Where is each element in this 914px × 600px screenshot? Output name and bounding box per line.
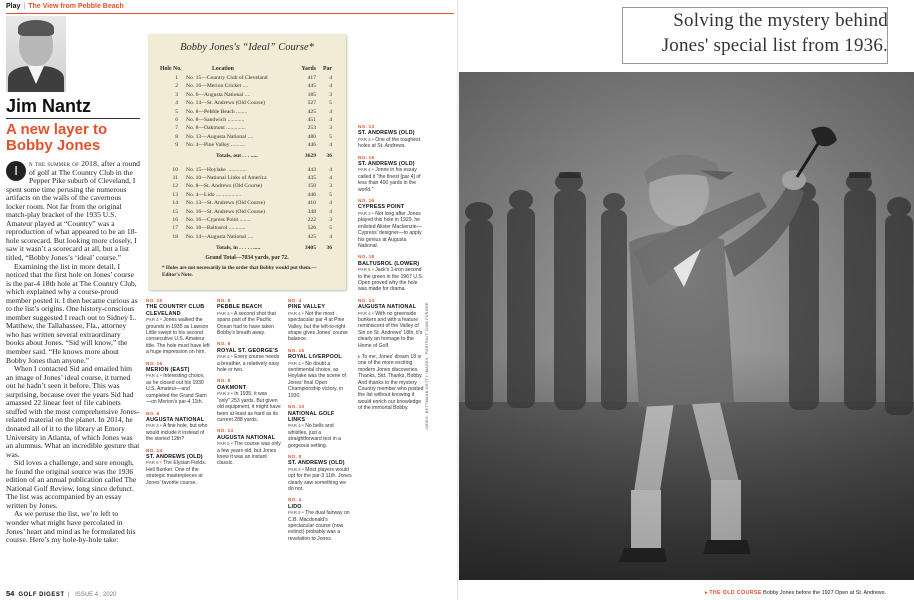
- note-hole-number: NO. 4: [288, 298, 302, 303]
- photo-caption: ▸ THE OLD COURSE Bobby Jones before the 1927 Open at St. Andrews.: [705, 590, 887, 596]
- row-hole: 6: [175, 117, 178, 123]
- note-body: PAR 5 • The dual fairway on C.B. Macdonald's spectacular course (now extinct) probably was a revelation to Jones.: [288, 510, 350, 542]
- hole-note: [358, 254, 424, 292]
- note-course-name: ST. ANDREWS (OLD): [358, 130, 415, 137]
- note-text: Most players would opt for the par-3 11th. Jones clearly saw something we do not.: [288, 466, 352, 492]
- author-rule: [6, 118, 140, 119]
- row-yards: 425: [307, 108, 316, 115]
- note-course-name: NATIONAL GOLF LINKS: [288, 410, 335, 423]
- row-par: 3: [329, 125, 332, 132]
- row-par: 4: [329, 200, 332, 207]
- row-par: 3: [329, 217, 332, 223]
- card-row: [160, 166, 338, 174]
- notes-column-2: [217, 298, 281, 472]
- note-body: PAR 4 • Interesting choice, as he closed out his 1930 U.S. Amateur—and completed the Grand Slam—on Merion's par-4 11th.: [146, 373, 207, 406]
- row-location: No. 15—Country Club of Cleveland: [186, 75, 268, 81]
- page-number: 54: [6, 589, 15, 598]
- row-hole: 4: [175, 100, 178, 107]
- note-par: PAR 4: [358, 136, 371, 142]
- note-body: PAR 3 • Not long after Jones played this hole in 1929, he enlisted Alister Mackenzie—Cypress' designer—to apply his genius at Augusta National.: [358, 210, 422, 249]
- note-par: PAR 4: [217, 310, 230, 316]
- row-par: 5: [329, 225, 332, 232]
- row-par: 4: [329, 142, 332, 149]
- row-yards: 348: [307, 208, 316, 215]
- note-body: PAR 4 • A second shot that spans part of the Pacific Ocean had to have taken Bobby's breath away.: [217, 310, 276, 337]
- row-par: 4: [329, 83, 332, 90]
- note-text: The course was only a few years old, but Jones knew it was an instant classic.: [217, 441, 281, 467]
- note-course-name: CYPRESS POINT: [358, 204, 405, 211]
- hole-note: [146, 448, 210, 486]
- row-location: No. 8—Oakmont ..............: [186, 125, 246, 132]
- note-text: The dual fairway on C.B. Macdonald's spectacular course (now extinct) probably was a revelation to Jones.: [288, 510, 350, 542]
- note-hole-number: NO. 14: [358, 297, 375, 303]
- hole-note: [358, 124, 424, 150]
- grand-total: Grand Total—7034 yards, par 72.: [205, 255, 289, 261]
- article-body: [6, 160, 140, 580]
- header-location: Location: [212, 66, 234, 72]
- note-text: Jack's 1-iron second to the green in the 1967 U.S. Open proved why the hole was made for drama.: [358, 267, 424, 293]
- photo-credit: JONES: BETTMANN/GETTY IMAGES; PORTRAIT: DOM FURORE: [425, 302, 429, 430]
- note-hole-number: NO. 8: [217, 378, 231, 384]
- row-yards: 446: [307, 191, 316, 198]
- notes-column-1: [146, 298, 210, 491]
- notes-column-4: [358, 124, 424, 412]
- row-location: No. 4—Lido ..................: [186, 191, 242, 198]
- note-hole-number: NO. 18: [358, 254, 375, 260]
- note-body: PAR 4 • No doubt a sentimental choice, as Hoylake was the scene of Jones' final Open Championship victory, in 1930.: [288, 360, 347, 399]
- back-total-yards: 3405: [304, 245, 316, 252]
- note-par: PAR 4: [358, 310, 371, 316]
- note-par: PAR 4: [146, 373, 159, 379]
- note-par: PAR 3: [288, 466, 301, 472]
- note-hole-number: NO. 6: [146, 410, 160, 416]
- card-title: Bobby Jones's “Ideal” Course*: [180, 42, 314, 53]
- hole-note: [358, 155, 424, 193]
- row-hole: 14: [172, 200, 178, 207]
- note-course-name: PINE VALLEY: [288, 304, 326, 311]
- row-yards: 222: [307, 217, 316, 223]
- row-hole: 18: [172, 233, 178, 240]
- note-hole-number: NO. 13: [217, 428, 234, 434]
- note-hole-number: NO. 13: [358, 124, 375, 129]
- row-location: No. 14—Augusta National ....: [186, 233, 254, 240]
- row-yards: 446: [307, 142, 316, 149]
- note-course-name: AUGUSTA NATIONAL: [146, 416, 205, 423]
- note-course-name: BALTUSROL (LOWER): [358, 260, 420, 267]
- note-text: A second shot that spans part of the Pacific Ocean had to have taken Bobby's breath away.: [217, 310, 276, 337]
- note-text: With no greenside bunkers and with a feature reminiscent of the Valley of Sin on St. Andrews' 18th, it's clearly an homage to the Home of Golf.: [358, 310, 423, 349]
- hole-note: [217, 378, 281, 423]
- row-yards: 150: [307, 183, 316, 190]
- paragraph-4: Sid loves a challenge, and sure enough, he found the original source was the 1936 edition of an annual publication called The National Golf Review, long since defunct. The list was accompanied by an essay written by Jones.: [6, 458, 137, 510]
- hole-note: [217, 298, 281, 336]
- row-location: No. 8—Sandwich ............: [186, 117, 245, 123]
- section-header: Play | The View from Pebble Beach: [6, 3, 124, 10]
- note-hole-number: NO. 8: [217, 341, 231, 347]
- row-par: 5: [329, 133, 332, 140]
- note-text: No bells and whistles, just a straightforward test in a gorgeous setting.: [288, 423, 341, 449]
- note-hole-number: NO. 8: [288, 453, 302, 459]
- card-row: [160, 182, 338, 190]
- issue-label: ISSUE 4 . 2020: [75, 592, 117, 598]
- row-hole: 2: [175, 83, 178, 90]
- note-course-name: MERION (EAST): [146, 367, 190, 374]
- row-location: No. 18—Baltusrol ............: [186, 225, 246, 232]
- card-row: [160, 233, 338, 241]
- row-yards: 425: [307, 233, 316, 240]
- note-text: Jones in his essay called it “the finest [par 4] of less than 400 yards in the world.”: [358, 167, 421, 193]
- row-par: 3: [329, 91, 332, 98]
- note-course-name: PEBBLE BEACH: [217, 304, 262, 311]
- hole-note: [217, 341, 281, 373]
- row-yards: 451: [307, 117, 316, 123]
- row-hole: 12: [172, 183, 178, 190]
- row-hole: 11: [172, 175, 178, 181]
- ideal-course-card: [148, 34, 346, 290]
- header-hole: Hole No.: [160, 66, 182, 72]
- note-par: PAR 4: [288, 423, 301, 429]
- caption-label: THE OLD COURSE: [709, 590, 762, 596]
- note-body: PAR 3 • A fine hole, but who would include it instead of the storied 12th?: [146, 423, 208, 443]
- row-par: 4: [329, 233, 332, 240]
- column-title: The View from Pebble Beach: [28, 3, 124, 10]
- row-hole: 8: [175, 133, 178, 140]
- row-par: 4: [329, 117, 332, 123]
- editors-note: * Holes are not necessarily in the order that Bobby would put them.—Editor's Note.: [162, 265, 317, 278]
- hole-note: [288, 298, 352, 343]
- row-hole: 17: [172, 225, 178, 232]
- hole-note: [288, 404, 352, 449]
- row-location: No. 15—Hoylake ..............: [186, 166, 247, 173]
- row-hole: 16: [172, 217, 178, 223]
- row-location: No. 16—Merion Cricket ....: [186, 83, 249, 90]
- card-row: [160, 191, 338, 199]
- card-row: [160, 133, 338, 141]
- note-course-name: ST. ANDREWS (OLD): [358, 161, 415, 168]
- card-row: [160, 108, 338, 116]
- note-hole-number: NO. 14: [146, 447, 163, 453]
- note-course-name: ROYAL LIVERPOOL: [288, 354, 342, 361]
- row-hole: 5: [175, 108, 178, 115]
- hole-note: [288, 454, 352, 492]
- note-text: Jones walked the grounds in 1935 as Lawson Little swept to his second consecutive U.S. Amateur title. The hole must have left a huge impression on him.: [146, 317, 210, 356]
- row-yards: 443: [307, 166, 316, 173]
- note-text: Not long after Jones played this hole in 1929, he enlisted Alister Mackenzie—Cypress' designer—to apply his genius at Augusta National.: [358, 210, 422, 249]
- row-yards: 417: [307, 75, 316, 81]
- card-row: [160, 174, 338, 182]
- note-hole-number: NO. 16: [358, 198, 375, 204]
- card-row: [160, 224, 338, 232]
- note-hole-number: NO. 15: [288, 347, 305, 353]
- front-total-row: [160, 152, 338, 160]
- note-text: One of the toughest holes at St. Andrews.: [358, 136, 420, 150]
- row-location: No. 13—St. Andrews (Old Course): [186, 200, 265, 207]
- back-total-par: 36: [326, 245, 332, 252]
- card-row: [160, 91, 338, 99]
- row-yards: 185: [307, 91, 316, 98]
- note-hole-number: NO. 15: [146, 298, 163, 303]
- card-row: [160, 199, 338, 207]
- header-yards: Yards: [301, 66, 316, 72]
- headline: A new layer to Bobby Jones: [6, 121, 108, 154]
- row-yards: 445: [307, 83, 316, 90]
- magazine-name: GOLF DIGEST: [18, 592, 65, 598]
- page-footer: 54 GOLF DIGEST | ISSUE 4 . 2020: [6, 589, 117, 598]
- row-par: 3: [329, 183, 332, 190]
- closing-note: ▸ To me, Jones' dream 18 is one of the more exciting modern Jones discoveries. Thanks, Sid. Thanks, Bobby. And thanks to the mystery Country member who posted the list without knowing it would enrich our knowledge of the immortal Bobby.: [358, 354, 424, 412]
- paragraph-5: As we peruse the list, we’re left to wonder what might have percolated in Jones’ heart and mind as he formulated his course. Here’s my hole-by-hole take:: [6, 509, 136, 545]
- note-course-name: LIDO: [288, 503, 302, 510]
- row-hole: 13: [172, 191, 178, 198]
- row-location: No. 13—Augusta National ....: [186, 133, 254, 140]
- caption-text: Bobby Jones before the 1927 Open at St. Andrews.: [763, 590, 887, 596]
- note-par: PAR 4: [358, 167, 371, 173]
- note-course-name: AUGUSTA NATIONAL: [217, 434, 276, 441]
- note-body: PAR 3 • In 1935, it was “only” 253 yards. But given old equipment, it might have been at least as hard as its current 288 yards.: [217, 391, 281, 423]
- note-text: In 1935, it was “only” 253 yards. But given old equipment, it might have been at least as hard as its current 288 yards.: [217, 391, 281, 423]
- row-location: No. 16—Cypress Point ........: [186, 217, 251, 223]
- row-yards: 526: [307, 225, 316, 232]
- note-par: PAR 3: [146, 423, 159, 429]
- note-text: Every course needs a breather, a relatively easy hole or two.: [217, 354, 280, 374]
- note-body: PAR 5 • Jack's 1-iron second to the green in the 1967 U.S. Open proved why the hole was made for drama.: [358, 267, 424, 293]
- card-row: [160, 116, 338, 124]
- row-par: 5: [329, 100, 332, 107]
- note-par: PAR 3: [217, 391, 230, 397]
- note-course-name: ST. ANDREWS (OLD): [288, 460, 345, 467]
- paragraph-3: When I contacted Sid and emailed him an image of Jones’ ideal course, it turned out he hadn’t seen it before. This was surprising, because over the years Sid had amassed 22 linear feet of file cabinets stuffed with the most comprehensive Jones-related material on the planet. In 2014, he donated all of it to the library at Emory University in Atlanta, of which Jones was an alumnus. What an incredible gesture that was.: [6, 364, 140, 459]
- bobby-jones-photo: [459, 72, 914, 580]
- notes-column-3: [288, 298, 352, 547]
- row-par: 4: [329, 75, 332, 81]
- author-name: Jim Nantz: [6, 96, 92, 116]
- hole-note: [288, 348, 352, 399]
- note-par: PAR 5: [217, 441, 230, 447]
- row-par: 4: [329, 175, 332, 181]
- hole-note: [358, 298, 424, 349]
- note-course-name: ST. ANDREWS (OLD): [146, 453, 203, 460]
- note-hole-number: NO. 16: [358, 154, 375, 160]
- note-body: PAR 4 • One of the toughest holes at St. Andrews.: [358, 136, 420, 150]
- note-body: PAR 4 • With no greenside bunkers and with a feature reminiscent of the Valley of Sin on St. Andrews' 18th, it's clearly an homage to the Home of Golf.: [358, 310, 423, 349]
- card-row: [160, 216, 338, 224]
- note-par: PAR 4: [288, 360, 301, 366]
- note-par: PAR 4: [217, 354, 230, 360]
- note-par: PAR 5: [288, 510, 301, 516]
- note-par: PAR 3: [358, 210, 371, 216]
- front-total-par: 36: [326, 152, 332, 159]
- note-body: PAR 4 • Not the most spectacular par 4 at Pine Valley, but the left-to-right shape gives Jones' course balance.: [288, 310, 348, 343]
- note-par: PAR 5: [146, 460, 159, 466]
- note-hole-number: NO. 10: [288, 404, 305, 410]
- note-hole-number: NO. 4: [288, 497, 302, 503]
- row-hole: 1: [175, 75, 178, 81]
- drop-cap: I: [6, 161, 26, 181]
- photo-illustration: [459, 72, 914, 580]
- row-hole: 10: [172, 166, 178, 173]
- note-course-name: AUGUSTA NATIONAL: [358, 304, 417, 311]
- note-course-name: THE COUNTRY CLUB CLEVELAND: [146, 304, 205, 317]
- row-yards: 435: [307, 175, 316, 181]
- hole-note: [217, 428, 281, 466]
- row-location: No. 8—St. Andrews (Old Course): [186, 183, 263, 190]
- row-yards: 480: [307, 133, 316, 140]
- feature-title: Solving the mystery behind Jones' special list from 1936.: [661, 10, 888, 56]
- lead-in: n the summer of 2018,: [29, 160, 100, 168]
- paragraph-1: after a round of golf at The Country Club in the Pepper Pike suburb of Cleveland, I spent some time perusing the numerous artifacts on the walls of the cavernous locker room. Not far from the original match-play bracket of the 1935 U.S. Amateur played at “Country” was a reproduction of what appeared to be an 18-hole scorecard. But looking more closely, I saw it wasn’t a scorecard at all, but a list titled, “Bobby Jones’s ‘ideal’ course.”: [6, 160, 140, 263]
- section-name: Play: [6, 3, 21, 10]
- row-hole: 3: [175, 91, 178, 98]
- row-yards: 253: [307, 125, 316, 132]
- closing-text: To me, Jones' dream 18 is one of the more exciting modern Jones discoveries. Thanks, Sid. Thanks, Bobby. And thanks to the mystery Country member who posted the list without knowing it would enrich our knowledge of the immortal Bobby.: [358, 354, 424, 412]
- row-location: No. 14—St. Andrews (Old Course): [186, 100, 265, 107]
- hole-note: [146, 361, 210, 406]
- row-location: No. 8—Pebble Beach ........: [186, 108, 248, 115]
- note-course-name: ROYAL ST. GEORGE'S: [217, 347, 279, 354]
- hole-note: [146, 298, 210, 356]
- front-total-label: Totals, out . . . .....: [216, 152, 258, 159]
- row-par: 4: [329, 208, 332, 215]
- note-body: PAR 4 • Jones in his essay called it “the finest [par 4] of less than 400 yards in the world.”: [358, 167, 421, 193]
- front-total-yards: 3629: [304, 152, 316, 159]
- back-total-row: [160, 244, 338, 252]
- row-yards: 410: [307, 200, 316, 207]
- row-location: No. 4—Pine Valley ..........: [186, 142, 245, 149]
- note-text: The Elysian Fields. Hell Bunker. One of the strategic masterpieces at Jones' favorite course.: [146, 460, 207, 486]
- hole-note: [358, 198, 424, 249]
- note-text: No doubt a sentimental choice, as Hoylake was the scene of Jones' final Open Championship victory, in 1930.: [288, 360, 347, 399]
- header-rule: [6, 13, 454, 14]
- note-hole-number: NO. 16: [146, 360, 163, 366]
- note-text: A fine hole, but who would include it instead of the storied 12th?: [146, 423, 208, 443]
- row-hole: 15: [172, 208, 178, 215]
- row-par: 5: [329, 191, 332, 198]
- card-row: [160, 141, 338, 149]
- note-body: PAR 4 • Jones walked the grounds in 1935 as Lawson Little swept to his second consecutive U.S. Amateur title. The hole must have left a huge impression on him.: [146, 317, 210, 356]
- note-body: PAR 4 • No bells and whistles, just a straightforward test in a gorgeous setting.: [288, 423, 341, 449]
- card-row: [160, 82, 338, 90]
- card-row: [160, 74, 338, 82]
- back-total-label: Totals, in . . . . . .....: [216, 245, 261, 252]
- row-location: No. 16—St. Andrews (Old Course): [186, 208, 265, 215]
- note-body: PAR 4 • Every course needs a breather, a relatively easy hole or two.: [217, 354, 280, 374]
- note-body: PAR 5 • The course was only a few years old, but Jones knew it was an instant classic.: [217, 441, 281, 467]
- card-header-row: [160, 65, 338, 73]
- row-location: No. 10—National Links of America: [186, 175, 267, 181]
- card-row: [160, 208, 338, 216]
- note-course-name: OAKMONT: [217, 384, 247, 391]
- note-par: PAR 4: [288, 310, 301, 316]
- header-par: Par: [322, 66, 332, 72]
- row-hole: 7: [175, 125, 178, 132]
- note-body: PAR 3 • Most players would opt for the par-3 11th. Jones clearly saw something we do not.: [288, 466, 352, 492]
- row-location: No. 6—Augusta National ....: [186, 91, 251, 98]
- note-body: PAR 5 • The Elysian Fields. Hell Bunker. One of the strategic masterpieces at Jones' favorite course.: [146, 460, 207, 486]
- hole-note: [288, 497, 352, 542]
- row-yards: 527: [307, 100, 316, 107]
- note-par: PAR 4: [146, 317, 159, 323]
- row-hole: 9: [175, 142, 178, 149]
- paragraph-2: Examining the list in more detail, I noticed that the first hole on Jones’ course is the par-4 18th hole at The Country Club, which explained why a course-proud member posted it. I then became curious as to the list’s origins. One history-conscious member suggested I reach out to Sidney L. Matthew, the Tallahassee, Fla., attorney who has written several extraordinary books about Jones. “Sid will know,” the member said. “He knows more about Bobby Jones than anyone.”: [6, 261, 138, 365]
- row-par: 4: [329, 108, 332, 115]
- card-row: [160, 124, 338, 132]
- note-text: Interesting choice, as he closed out his 1930 U.S. Amateur—and completed the Grand Slam—on Merion's par-4 11th.: [146, 373, 207, 406]
- note-text: Not the most spectacular par 4 at Pine Valley, but the left-to-right shape gives Jones' course balance.: [288, 310, 348, 343]
- note-hole-number: NO. 8: [217, 298, 231, 303]
- card-row: [160, 99, 338, 107]
- hole-note: [146, 411, 210, 443]
- note-par: PAR 5: [358, 267, 371, 273]
- author-portrait: [6, 16, 66, 92]
- row-par: 4: [329, 166, 332, 173]
